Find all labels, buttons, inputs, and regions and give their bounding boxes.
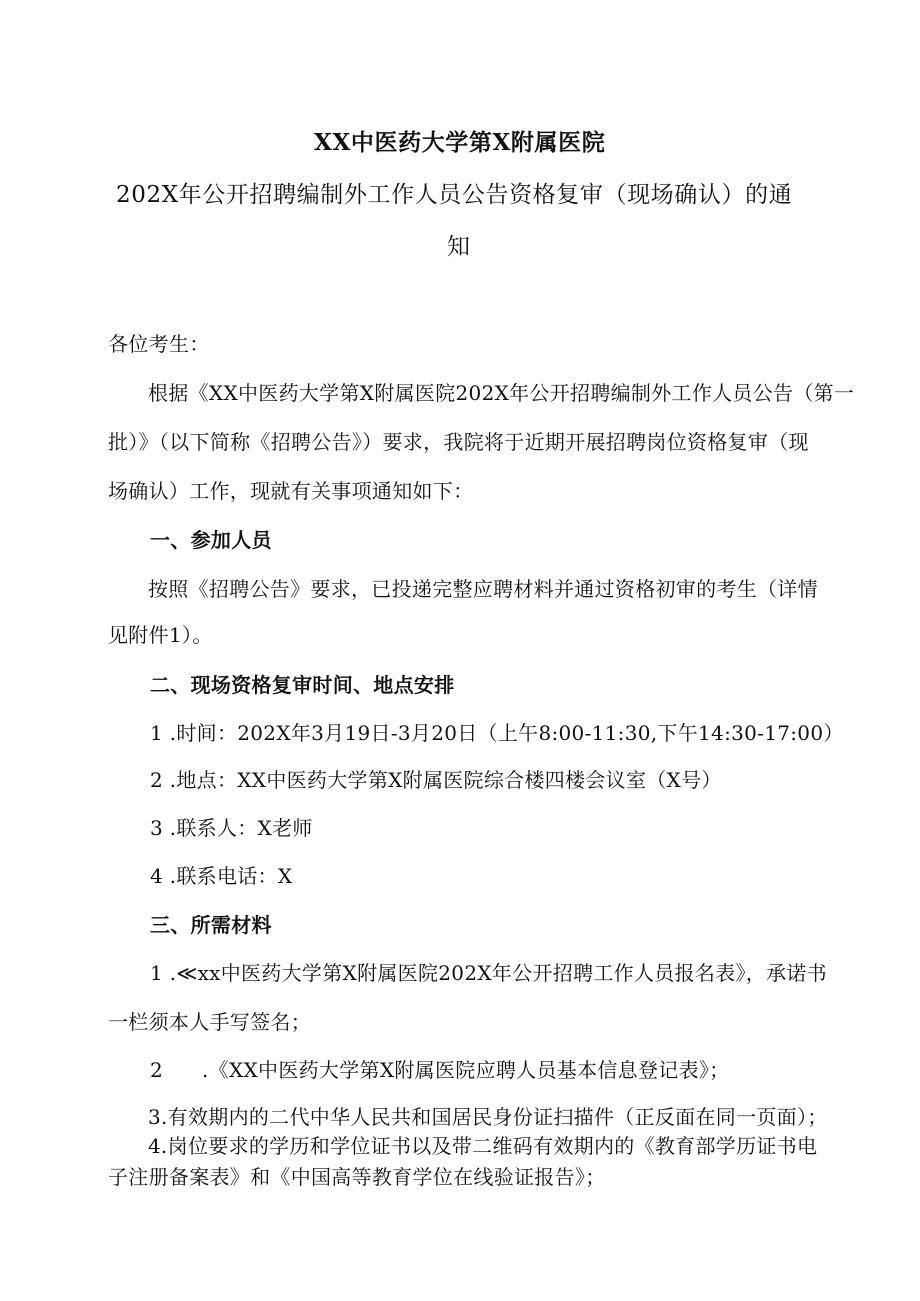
section-3-heading: 三、所需材料 bbox=[150, 913, 272, 937]
section-2-item-3: 3 .联系人：X老师 bbox=[150, 816, 313, 840]
section-3-item-4-line-1: 4.岗位要求的学历和学位证书以及带二维码有效期内的《教育部学历证书电 bbox=[148, 1134, 818, 1158]
section-3-item-1-line-2: 一栏须本人手写签名； bbox=[108, 1010, 311, 1034]
title-line-2: 202X年公开招聘编制外工作人员公告资格复审（现场确认）的通 bbox=[116, 182, 793, 208]
section-3-item-4-line-2: 子注册备案表》和《中国高等教育学位在线验证报告》； bbox=[108, 1165, 606, 1189]
section-3-item-2-text: .《XX中医药大学第X附属医院应聘人员基本信息登记表》； bbox=[202, 1058, 730, 1082]
section-3-item-3: 3.有效期内的二代中华人民共和国居民身份证扫描件（正反面在同一页面）； bbox=[148, 1105, 828, 1129]
title-line-1: XX中医药大学第X附属医院 bbox=[314, 129, 606, 156]
section-3-item-1-line-1: 1 .≪xx中医药大学第X附属医院202X年公开招聘工作人员报名表》，承诺书 bbox=[150, 961, 827, 985]
section-3-item-2-number: 2 bbox=[150, 1058, 164, 1082]
intro-line-3: 场确认）工作，现就有关事项通知如下： bbox=[108, 479, 474, 503]
salutation: 各位考生： bbox=[108, 332, 210, 356]
section-1-heading: 一、参加人员 bbox=[150, 528, 272, 552]
section-2-item-4: 4 .联系电话：X bbox=[150, 864, 293, 888]
intro-line-2: 批）》（以下简称《招聘公告》）要求，我院将于近期开展招聘岗位资格复审（现 bbox=[108, 430, 809, 454]
section-2-item-1: 1 .时间：202X年3月19日-3月20日（上午8:00-11:30,下午14:30-17:00） bbox=[150, 721, 844, 745]
title-line-3: 知 bbox=[447, 234, 471, 260]
intro-line-1: 根据《XX中医药大学第X附属医院202X年公开招聘编制外工作人员公告（第一 bbox=[148, 381, 855, 405]
section-2-heading: 二、现场资格复审时间、地点安排 bbox=[150, 673, 455, 697]
section-2-item-2: 2 .地点：XX中医药大学第X附属医院综合楼四楼会议室（X号） bbox=[150, 768, 722, 792]
section-1-line-2: 见附件1）。 bbox=[108, 623, 213, 647]
section-1-line-1: 按照《招聘公告》要求，已投递完整应聘材料并通过资格初审的考生（详情 bbox=[148, 577, 818, 601]
